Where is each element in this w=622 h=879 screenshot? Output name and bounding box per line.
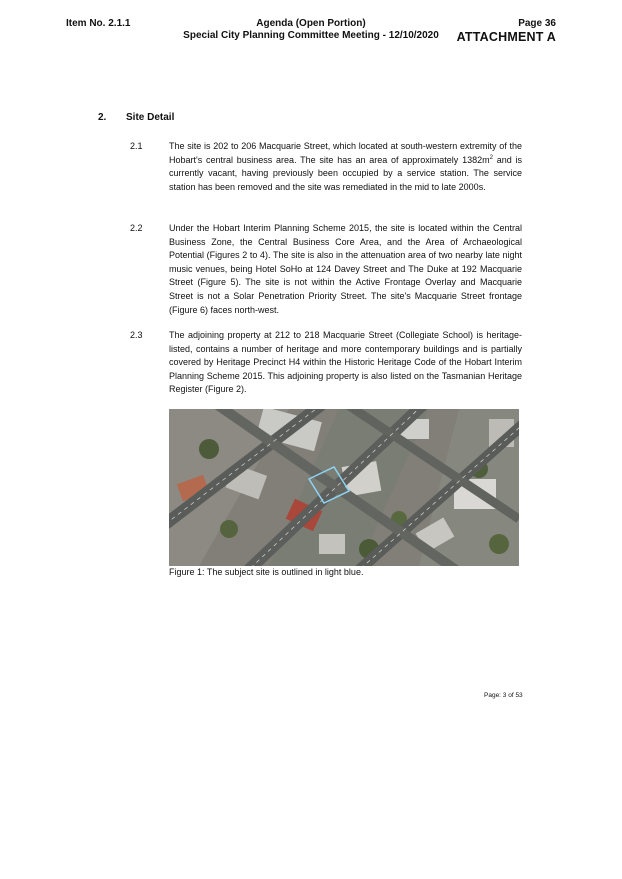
meeting-title: Special City Planning Committee Meeting - 12/10/2020 bbox=[183, 30, 439, 41]
item-number: Item No. 2.1.1 bbox=[66, 18, 131, 29]
superscript: 2 bbox=[489, 154, 493, 161]
aerial-photo-graphic bbox=[169, 409, 519, 566]
attachment-label: ATTACHMENT A bbox=[456, 30, 556, 44]
paragraph-number: 2.2 bbox=[130, 223, 143, 233]
agenda-title: Agenda (Open Portion) bbox=[256, 18, 366, 29]
paragraph-text: The adjoining property at 212 to 218 Macquarie Street (Collegiate School) is heritage-listed, contains a number of heritage and more contemporary buildings and is partially covered by Heritage Precinct H4 within the Historic Heritage Code of the Hobart Interim Planning Scheme 2015. This adjoining property is also listed on the Tasmanian Heritage Register (Figure 2). bbox=[169, 330, 522, 395]
paragraph-2-2 bbox=[130, 222, 522, 317]
section-title: Site Detail bbox=[126, 112, 175, 123]
paragraph-text: The site is 202 to 206 Macquarie Street, which located at south-western extremity of the Hobart's central business area. The site has an area of approximately $1382m^2$ and is currently vacant, having previously been occupied by a service station. The service station has been removed and the site was remediated in the mid to late 2000s. bbox=[169, 141, 522, 192]
figure-caption: Figure 1: The subject site is outlined in light blue. bbox=[169, 567, 364, 577]
paragraph-number: 2.3 bbox=[130, 330, 143, 340]
paragraph-number: 2.1 bbox=[130, 141, 143, 151]
page-label bbox=[457, 18, 556, 45]
aerial-photo bbox=[169, 409, 519, 566]
paragraph-2-1 bbox=[130, 140, 522, 194]
paragraph-2-3 bbox=[130, 329, 522, 397]
page-number: Page 36 bbox=[518, 18, 556, 29]
section-number: 2. bbox=[98, 112, 107, 123]
section-heading bbox=[98, 112, 174, 123]
paragraph-text: Under the Hobart Interim Planning Scheme 2015, the site is located within the Central Business Zone, the Central Business Core Area, and the Area of Archaeological Potential (Figures 2 to 4). The site is also in the attenuation area of two nearby late night music venues, being Hotel SoHo at 124 Davey Street and The Duke at 192 Macquarie Street (Figure 5). The site is not within the Active Frontage Overlay and Macquarie Street is not a Solar Penetration Priority Street. The site's Macquarie Street frontage (Figure 6) faces north-west. bbox=[169, 223, 522, 315]
page-footer: Page: 3 of 53 bbox=[484, 692, 523, 699]
